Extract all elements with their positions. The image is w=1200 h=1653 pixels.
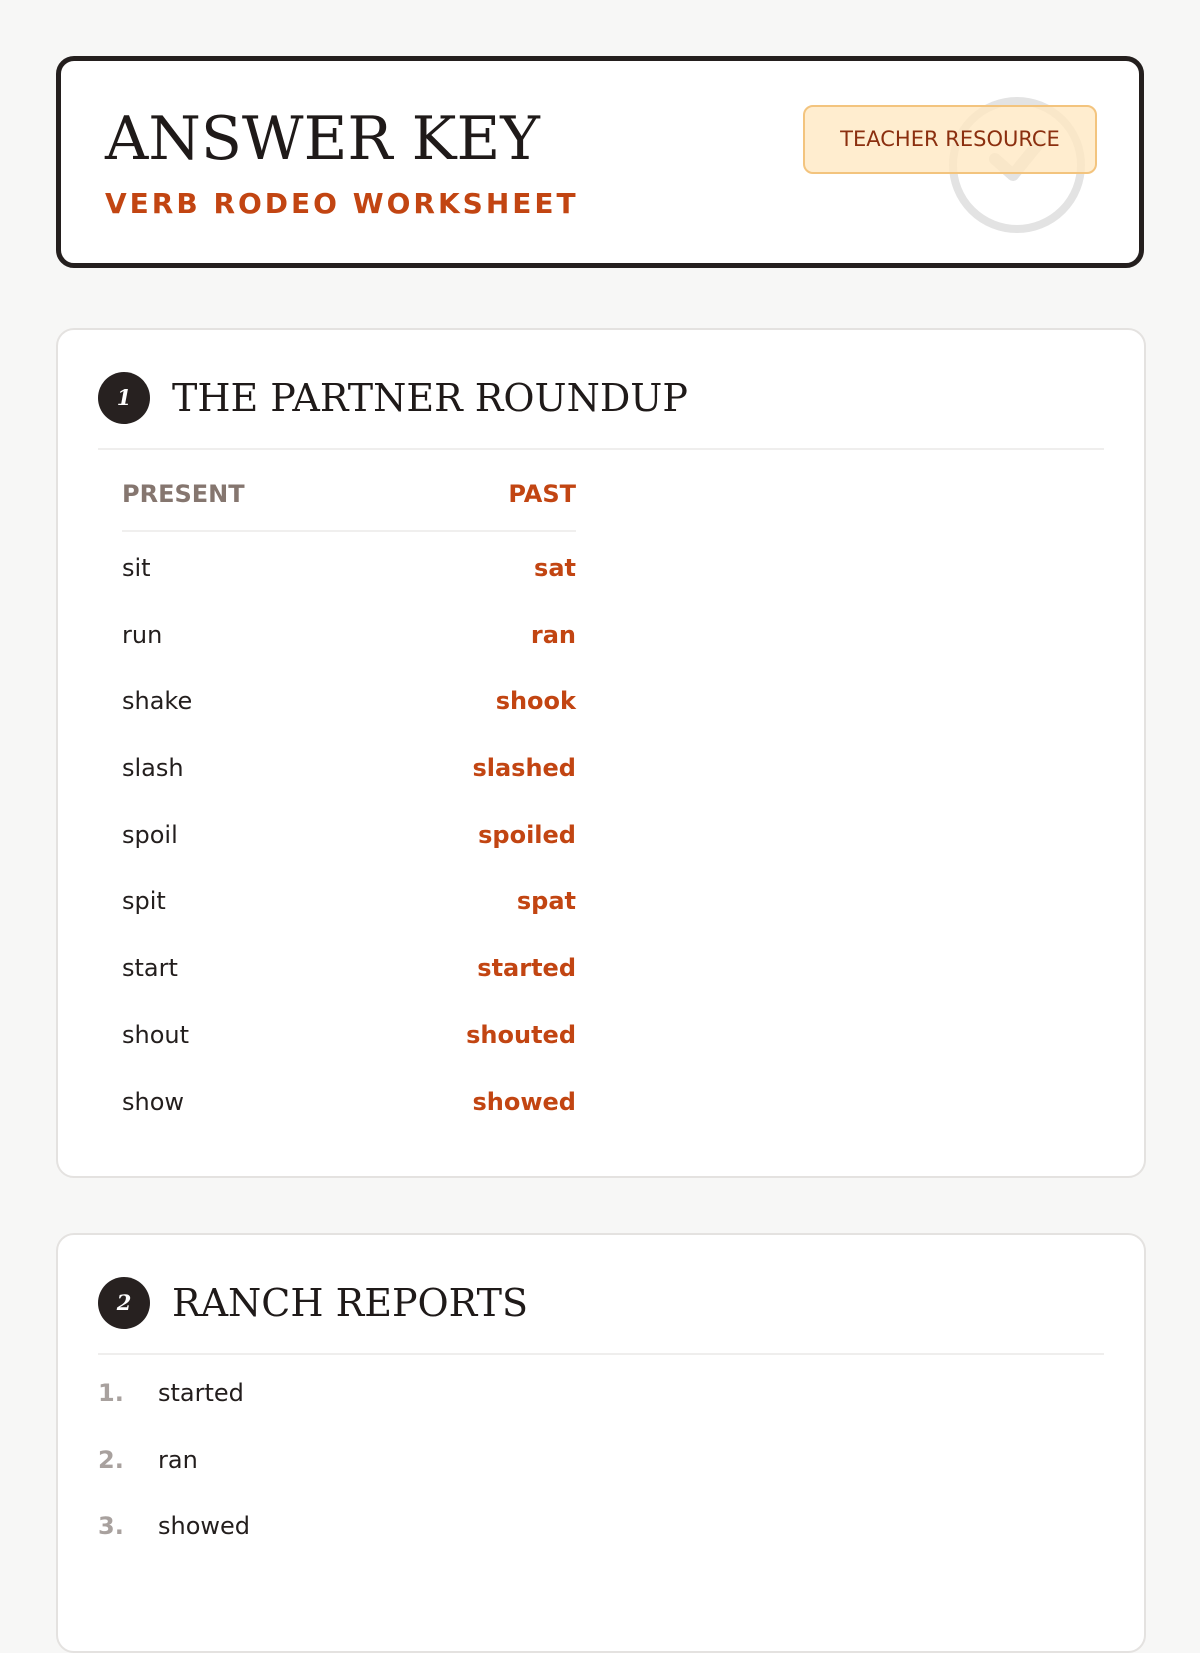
past-verb: started bbox=[477, 954, 576, 983]
report-answer-list bbox=[98, 1371, 998, 1571]
list-item bbox=[98, 1438, 998, 1505]
table-row bbox=[122, 865, 576, 932]
item-number: 3. bbox=[98, 1512, 124, 1541]
partner-roundup-section bbox=[56, 328, 1146, 1178]
table-row bbox=[122, 532, 576, 599]
past-verb: slashed bbox=[472, 754, 576, 783]
section-header bbox=[98, 368, 1104, 450]
item-answer: started bbox=[158, 1379, 244, 1407]
present-verb: spoil bbox=[122, 820, 178, 849]
past-verb: ran bbox=[530, 620, 576, 649]
present-verb: show bbox=[122, 1087, 185, 1116]
present-verb: start bbox=[122, 954, 178, 983]
table-row bbox=[122, 999, 576, 1066]
section-title: RANCH REPORTS bbox=[172, 1281, 528, 1325]
table-row bbox=[122, 599, 576, 666]
item-number: 1. bbox=[98, 1379, 124, 1407]
section-number-badge: 2 bbox=[98, 1277, 150, 1329]
present-verb: sit bbox=[122, 554, 151, 582]
table-row bbox=[122, 665, 576, 732]
past-verb: showed bbox=[472, 1087, 576, 1116]
past-verb: sat bbox=[534, 554, 576, 582]
present-verb: shake bbox=[122, 687, 193, 716]
past-verb: spoiled bbox=[478, 820, 576, 849]
present-verb: shout bbox=[122, 1020, 190, 1049]
item-number: 2. bbox=[98, 1445, 124, 1474]
list-item bbox=[98, 1504, 998, 1571]
list-item bbox=[98, 1371, 998, 1438]
present-verb: spit bbox=[122, 887, 166, 916]
past-verb: spat bbox=[516, 887, 576, 916]
past-verb: shook bbox=[495, 687, 576, 716]
worksheet-subtitle: VERB RODEO WORKSHEET bbox=[105, 187, 579, 220]
verb-table bbox=[122, 468, 576, 1132]
ranch-reports-section bbox=[56, 1233, 1146, 1653]
past-verb: shouted bbox=[466, 1020, 576, 1049]
item-answer: showed bbox=[158, 1512, 251, 1541]
present-verb: slash bbox=[122, 754, 184, 783]
teacher-resource-badge: TEACHER RESOURCE bbox=[803, 105, 1097, 174]
table-row bbox=[122, 799, 576, 866]
section-number-badge: 1 bbox=[98, 372, 150, 424]
section-header bbox=[98, 1273, 1104, 1355]
past-column-header: PAST bbox=[508, 480, 576, 508]
verb-table-header bbox=[122, 468, 576, 532]
table-row bbox=[122, 732, 576, 799]
page-title: ANSWER KEY bbox=[105, 104, 540, 174]
table-row bbox=[122, 1066, 576, 1133]
section-title: THE PARTNER ROUNDUP bbox=[172, 376, 688, 420]
table-row bbox=[122, 932, 576, 999]
present-column-header: PRESENT bbox=[122, 480, 245, 508]
item-answer: ran bbox=[158, 1445, 198, 1474]
present-verb: run bbox=[122, 620, 163, 649]
answer-key-header bbox=[56, 56, 1144, 268]
